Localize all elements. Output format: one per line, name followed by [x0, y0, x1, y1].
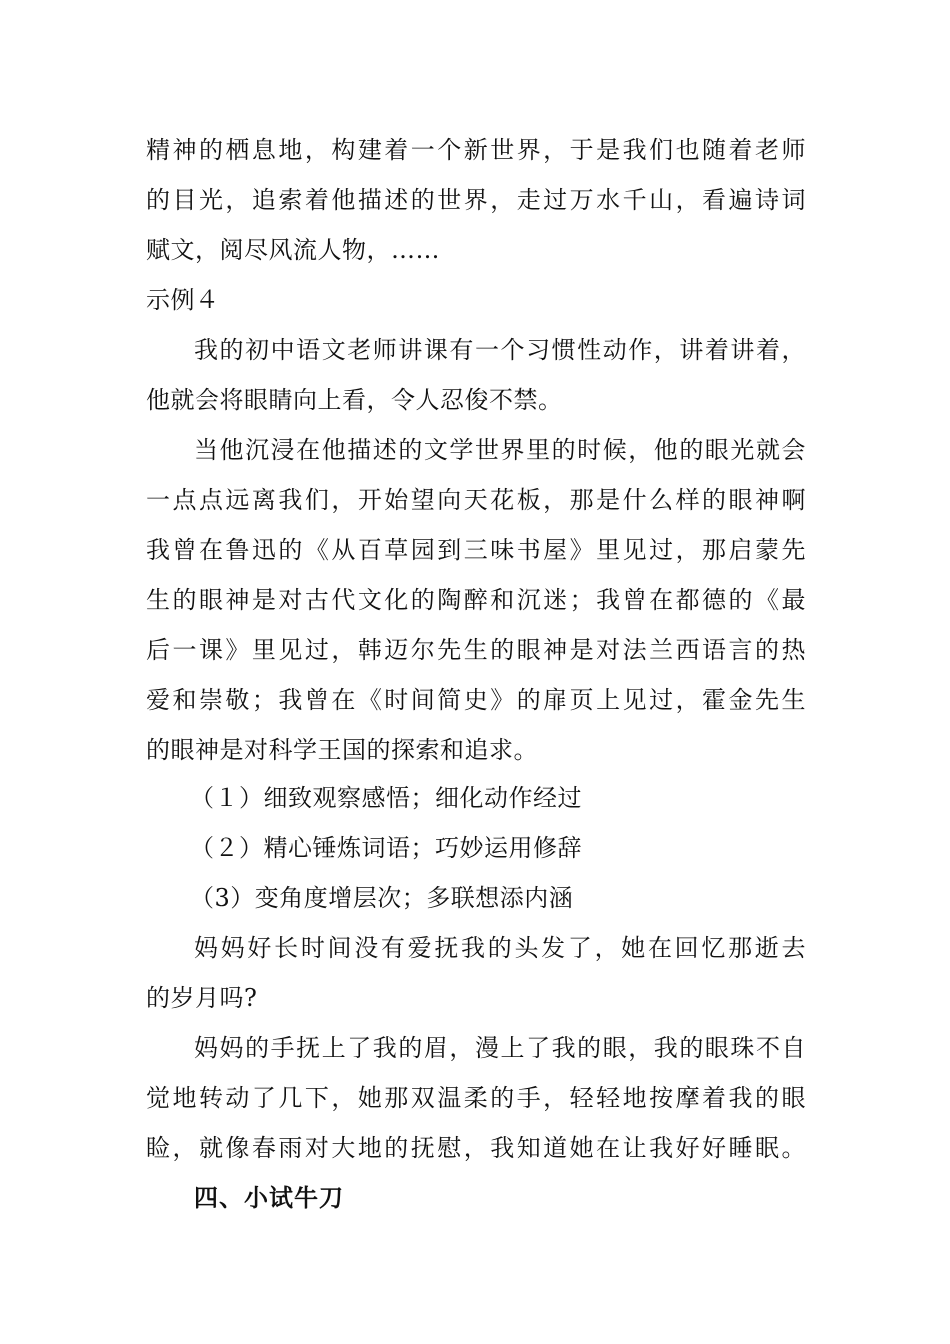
section-heading: 四、小试牛刀	[194, 1184, 344, 1212]
paragraph-line: 一点点远离我们，开始望向天花板，那是什么样的眼神啊	[146, 486, 806, 514]
paragraph-line: 妈妈好长时间没有爱抚我的头发了，她在回忆那逝去	[194, 934, 806, 962]
paragraph-line: 赋文，阅尽风流人物，……	[146, 236, 440, 264]
paragraph-line: 睑，就像春雨对大地的抚慰，我知道她在让我好好睡眠。	[146, 1134, 806, 1162]
paragraph-line: 生的眼神是对古代文化的陶醉和沉迷；我曾在都德的《最	[146, 586, 806, 614]
paragraph-line: 后一课》里见过，韩迈尔先生的眼神是对法兰西语言的热	[146, 636, 806, 664]
example-label: 示例４	[146, 286, 220, 314]
paragraph-line: 当他沉浸在他描述的文学世界里的时候，他的眼光就会	[194, 436, 806, 464]
paragraph-line: 的目光，追索着他描述的世界，走过万水千山，看遍诗词	[146, 186, 806, 214]
paragraph-line: 精神的栖息地，构建着一个新世界，于是我们也随着老师	[146, 136, 806, 164]
method-item: （２）精心锤炼词语；巧妙运用修辞	[190, 834, 582, 862]
paragraph-line: 的岁月吗?	[146, 984, 258, 1012]
paragraph-line: 的眼神是对科学王国的探索和追求。	[146, 736, 538, 764]
method-item: （１）细致观察感悟；细化动作经过	[190, 784, 582, 812]
paragraph-line: 我的初中语文老师讲课有一个习惯性动作，讲着讲着，	[194, 336, 806, 364]
paragraph-line: 爱和崇敬；我曾在《时间简史》的扉页上见过，霍金先生	[146, 686, 806, 714]
paragraph-line: 他就会将眼睛向上看，令人忍俊不禁。	[146, 386, 563, 414]
paragraph-line: 妈妈的手抚上了我的眉，漫上了我的眼，我的眼珠不自	[194, 1034, 806, 1062]
paragraph-line: 我曾在鲁迅的《从百草园到三味书屋》里见过，那启蒙先	[146, 536, 806, 564]
paragraph-line: 觉地转动了几下，她那双温柔的手，轻轻地按摩着我的眼	[146, 1084, 806, 1112]
method-item: （3）变角度增层次；多联想添内涵	[190, 884, 574, 912]
